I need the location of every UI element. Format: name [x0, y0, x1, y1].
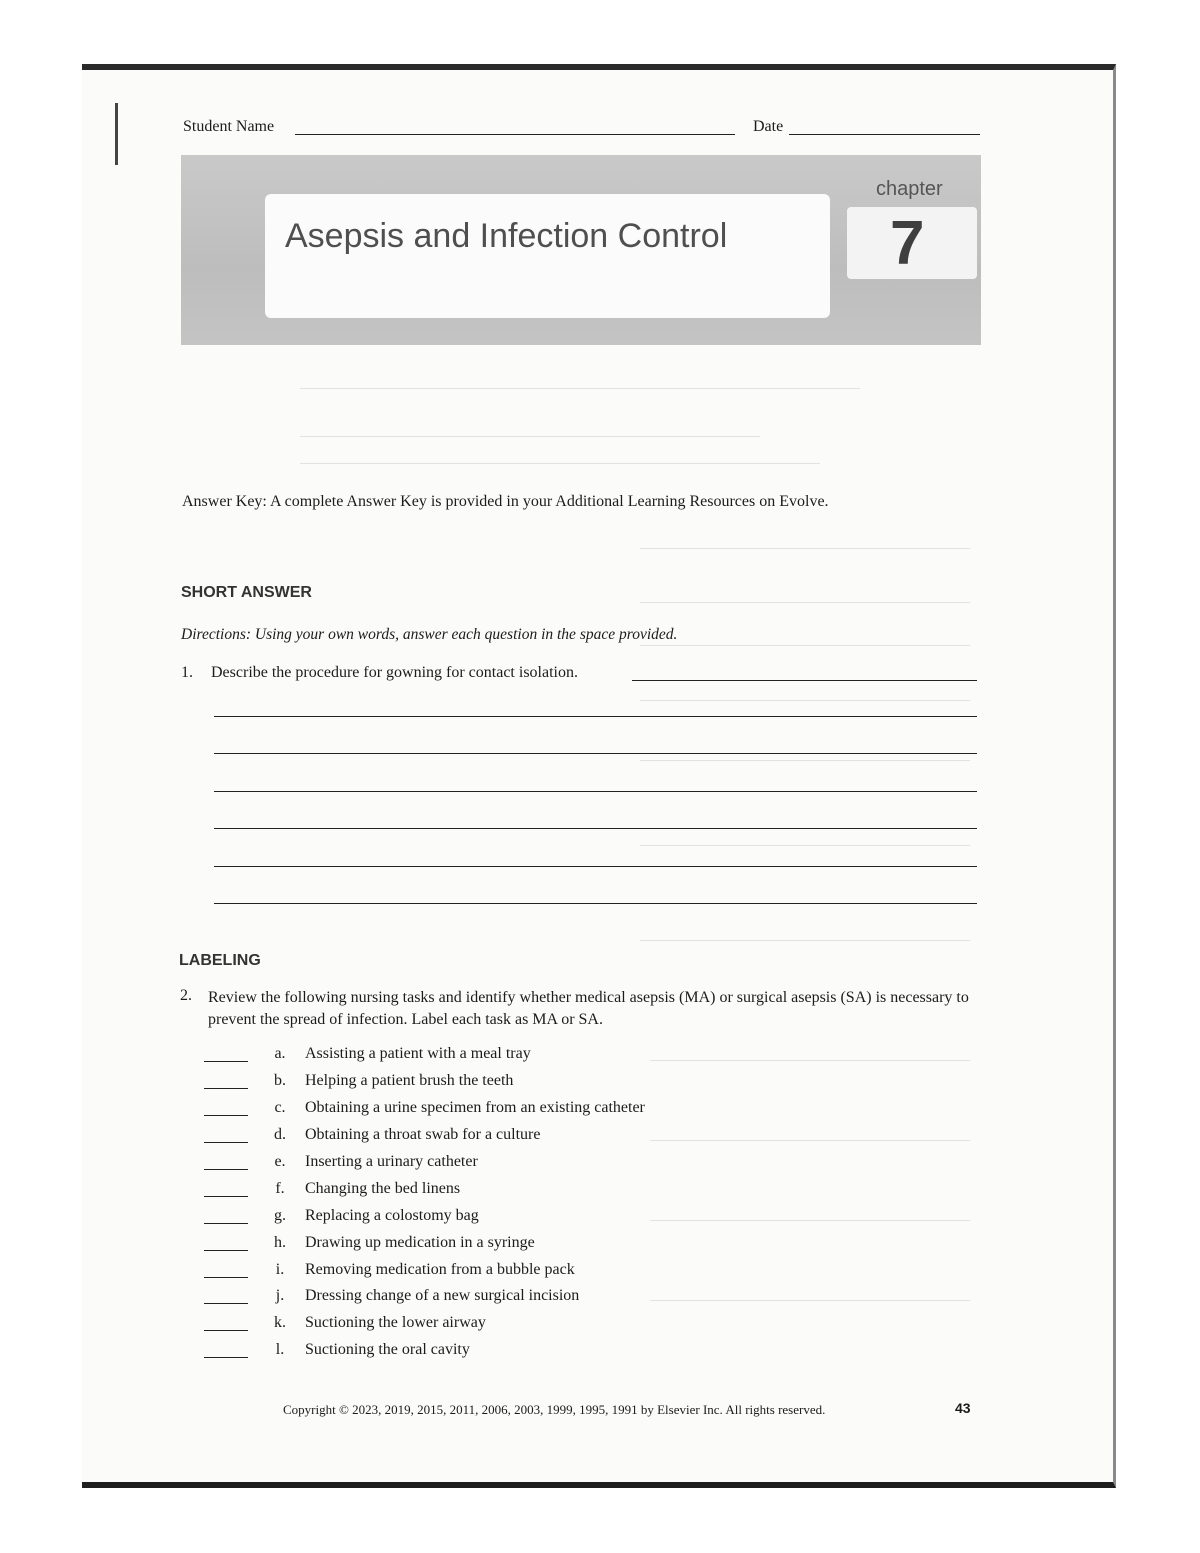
date-field[interactable]	[789, 134, 980, 135]
task-letter: k.	[274, 1314, 286, 1331]
task-text: Changing the bed linens	[305, 1180, 461, 1197]
task-text: Assisting a patient with a meal tray	[305, 1045, 531, 1062]
answer-line[interactable]	[214, 753, 977, 754]
page-number: 43	[955, 1400, 971, 1416]
task-letter: b.	[274, 1072, 286, 1089]
task-letter: l.	[275, 1341, 285, 1358]
answer-blank[interactable]	[204, 1169, 248, 1170]
short-answer-heading: SHORT ANSWER	[181, 584, 312, 601]
answer-blank[interactable]	[204, 1223, 248, 1224]
answer-blank[interactable]	[204, 1277, 248, 1278]
task-letter: a.	[274, 1045, 286, 1062]
task-text: Replacing a colostomy bag	[305, 1207, 479, 1224]
answer-blank[interactable]	[204, 1061, 248, 1062]
task-text: Obtaining a throat swab for a culture	[305, 1126, 541, 1143]
answer-line[interactable]	[214, 903, 977, 904]
chapter-number: 7	[890, 209, 925, 278]
chapter-label: chapter	[876, 178, 943, 200]
answer-blank[interactable]	[204, 1088, 248, 1089]
question-2-text: Review the following nursing tasks and identify whether medical asepsis (MA) or surgical asepsis (SA) is necessary to prevent the spread of infection. Label each task as MA or SA.	[208, 989, 969, 1028]
short-answer-directions: Directions: Using your own words, answer each question in the space provided.	[181, 626, 678, 643]
task-letter: d.	[274, 1126, 286, 1143]
margin-mark	[115, 103, 118, 165]
task-text: Suctioning the lower airway	[305, 1314, 486, 1331]
answer-line[interactable]	[632, 680, 977, 681]
task-text: Removing medication from a bubble pack	[305, 1261, 575, 1278]
labeling-heading: LABELING	[179, 952, 261, 969]
answer-line[interactable]	[214, 716, 977, 717]
task-text: Obtaining a urine specimen from an existing catheter	[305, 1099, 645, 1116]
copyright-notice: Copyright © 2023, 2019, 2015, 2011, 2006, 2003, 1999, 1995, 1991 by Elsevier Inc. All rights reserved.	[283, 1402, 826, 1417]
answer-key-note: Answer Key: A complete Answer Key is provided in your Additional Learning Resources on Evolve.	[182, 493, 829, 510]
question-1-text: Describe the procedure for gowning for contact isolation.	[211, 664, 578, 681]
answer-blank[interactable]	[204, 1330, 248, 1331]
answer-blank[interactable]	[204, 1303, 248, 1304]
answer-blank[interactable]	[204, 1115, 248, 1116]
chapter-title-box	[265, 194, 830, 318]
answer-line[interactable]	[214, 791, 977, 792]
question-2-number: 2.	[180, 987, 192, 1004]
task-letter: j.	[275, 1287, 285, 1304]
task-letter: i.	[275, 1261, 285, 1278]
student-name-label: Student Name	[183, 118, 275, 135]
answer-line[interactable]	[214, 828, 977, 829]
task-letter: c.	[274, 1099, 286, 1116]
name-date-row	[183, 118, 980, 138]
task-text: Drawing up medication in a syringe	[305, 1234, 535, 1251]
answer-blank[interactable]	[204, 1357, 248, 1358]
task-letter: e.	[274, 1153, 286, 1170]
task-text: Dressing change of a new surgical incision	[305, 1287, 580, 1304]
task-text: Inserting a urinary catheter	[305, 1153, 478, 1170]
task-letter: g.	[274, 1207, 286, 1224]
answer-line[interactable]	[214, 866, 977, 867]
answer-blank[interactable]	[204, 1142, 248, 1143]
chapter-title: Asepsis and Infection Control	[285, 217, 728, 255]
task-letter: f.	[275, 1180, 285, 1197]
date-label: Date	[753, 118, 784, 135]
student-name-field[interactable]	[295, 134, 735, 135]
task-text: Helping a patient brush the teeth	[305, 1072, 514, 1089]
question-1-number: 1.	[181, 664, 193, 681]
answer-blank[interactable]	[204, 1250, 248, 1251]
task-letter: h.	[274, 1234, 286, 1251]
task-text: Suctioning the oral cavity	[305, 1341, 470, 1358]
answer-blank[interactable]	[204, 1196, 248, 1197]
